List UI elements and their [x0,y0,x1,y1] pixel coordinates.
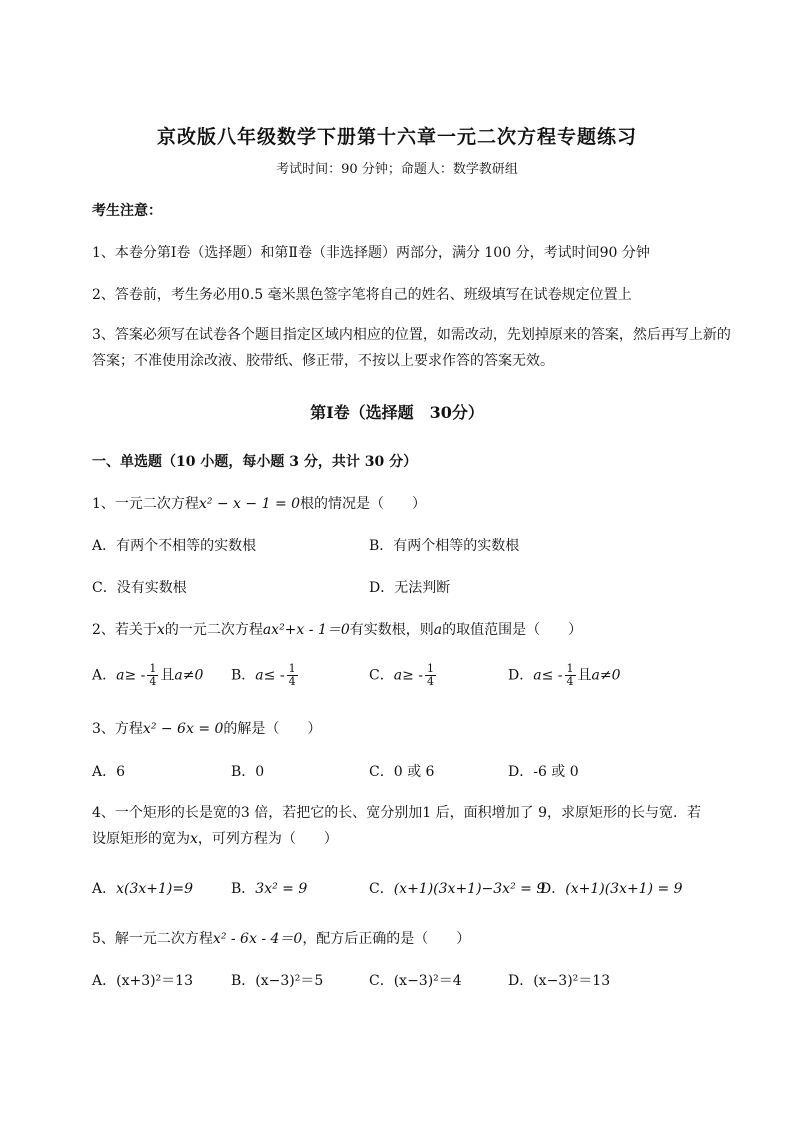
q2-d-tail: a≠0 [591,667,621,684]
q2-a-label: A． [92,667,117,684]
group-title: 一、单选题（10 小题，每小题 3 分，共计 30 分） [92,454,418,470]
q2-a-post: 且 [160,667,175,684]
page-title: 京改版八年级数学下册第十六章一元二次方程专题练习 [156,126,637,148]
q2-d-fraction [565,663,576,688]
q2-d-rel: ≤ - [541,667,563,684]
q2-a-rel: ≥ - [124,667,146,684]
question-5-stem [92,928,470,948]
q4-option-c[interactable] [369,878,545,898]
q1-option-b[interactable]: B．有两个相等的实数根 [369,538,520,554]
q4-stem-post: ，可列方程为（ ） [197,831,338,847]
q4-option-d[interactable] [540,878,683,898]
q5-equation: x² - 6x - 4＝0 [212,931,303,947]
q4-b-eq: 3x² = 9 [255,881,308,897]
q2-b-rel: ≤ - [263,667,285,684]
q5-option-d[interactable]: D．(x−3)²＝13 [508,973,611,989]
q2-d-post: 且 [577,667,592,684]
q2-c-var: a [393,667,403,684]
q4-option-b[interactable] [231,878,307,898]
q2-a-num: 1 [149,662,157,675]
q3-option-d[interactable]: D．-6 或 0 [508,764,579,780]
section-title: 第Ⅰ卷（选择题 30分） [310,403,484,422]
q5-option-b[interactable]: B．(x−3)²＝5 [231,973,324,989]
q4-var-x: x [190,831,198,847]
page-subtitle: 考试时间：90 分钟；命题人：数学教研组 [276,162,518,177]
q2-b-fraction [287,663,298,688]
q3-option-a[interactable]: A．6 [92,764,126,780]
q2-a-var: a [116,667,125,684]
q2-option-b[interactable] [231,663,300,688]
q4-a-label: A． [92,881,117,897]
q1-stem-post: 根的情况是（ ） [300,496,427,512]
q2-a-fraction [147,663,158,688]
q2-b-num: 1 [288,662,296,675]
q2-option-d[interactable] [508,663,621,688]
q2-b-label: B． [231,667,256,684]
question-3-stem [92,718,321,738]
question-4-stem-line-1: 4、一个矩形的长是宽的3 倍，若把它的长、宽分别加1 后，面积增加了 9，求原矩形的长与宽．若 [92,805,701,821]
q4-option-a[interactable] [92,878,193,898]
q5-stem-post: ，配方后正确的是（ ） [302,931,471,947]
q2-c-den: 4 [427,675,434,688]
q2-stem-a: 2、若关于 [92,622,157,638]
q4-a-eq: x(3x+1)=9 [116,881,194,897]
q1-option-c[interactable]: C．没有实数根 [92,580,187,596]
q2-stem-c: 有实数根，则 [349,622,434,638]
q1-stem-pre: 1、一元二次方程 [92,496,199,512]
q5-option-a[interactable]: A．(x+3)²＝13 [92,973,193,989]
notice-heading: 考生注意： [92,203,162,219]
q3-stem-pre: 3、方程 [92,721,143,737]
q2-c-fraction [425,663,436,688]
q1-option-a[interactable]: A．有两个不相等的实数根 [92,538,257,554]
q2-c-num: 1 [427,662,434,675]
q2-c-rel: ≥ - [402,667,423,684]
q2-d-num: 1 [566,662,574,675]
question-4-stem-line-2 [92,828,338,848]
q2-var-x: x [156,622,165,638]
notice-item-1: 1、本卷分第Ⅰ卷（选择题）和第Ⅱ卷（非选择题）两部分，满分 100 分，考试时间90 分钟 [92,245,650,261]
q2-equation: ax²+x - 1＝0 [262,622,350,638]
notice-item-2: 2、答卷前，考生务必用0.5 毫米黑色签字笔将自己的姓名、班级填写在试卷规定位置上 [92,287,632,303]
q2-stem-d: 的取值范围是（ ） [442,622,583,638]
q2-a-tail: a≠0 [174,667,204,684]
q3-equation: x² − 6x = 0 [142,721,224,737]
q4-b-label: B． [231,881,256,897]
q2-option-c[interactable] [369,663,438,688]
q5-stem-pre: 5、解一元二次方程 [92,931,213,947]
q2-c-label: C． [369,667,394,684]
q2-a-den: 4 [149,675,157,688]
q3-option-b[interactable]: B．0 [231,764,265,780]
q2-stem-b: 的一元二次方程 [164,622,263,638]
q2-option-a[interactable] [92,663,203,688]
q3-option-c[interactable]: C．0 或 6 [369,764,435,780]
q1-option-d[interactable]: D．无法判断 [369,580,451,596]
q1-equation: x² − x − 1 = 0 [198,496,301,512]
q5-option-c[interactable]: C．(x−3)²＝4 [369,973,462,989]
notice-item-3: 3、答案必须写在试卷各个题目指定区域内相应的位置，如需改动，先划掉原来的答案，然后再写上新的答案；不准使用涂改液、胶带纸、修正带，不按以上要求作答的答案无效。 [92,327,731,369]
q3-stem-post: 的解是（ ） [223,721,322,737]
q2-d-label: D． [508,667,534,684]
q4-d-eq: (x+1)(3x+1) = 9 [565,881,683,897]
question-2-stem [92,619,582,639]
q2-b-var: a [255,667,264,684]
q4-stem-pre: 设原矩形的宽为 [92,831,190,847]
question-1-stem [92,493,426,513]
q2-var-a: a [433,622,443,638]
q2-b-den: 4 [288,675,296,688]
q4-d-label: D． [540,881,566,897]
q4-c-eq: (x+1)(3x+1)−3x² = 9 [393,881,546,897]
q4-c-label: C． [369,881,394,897]
q2-d-var: a [533,667,542,684]
q2-d-den: 4 [566,675,574,688]
